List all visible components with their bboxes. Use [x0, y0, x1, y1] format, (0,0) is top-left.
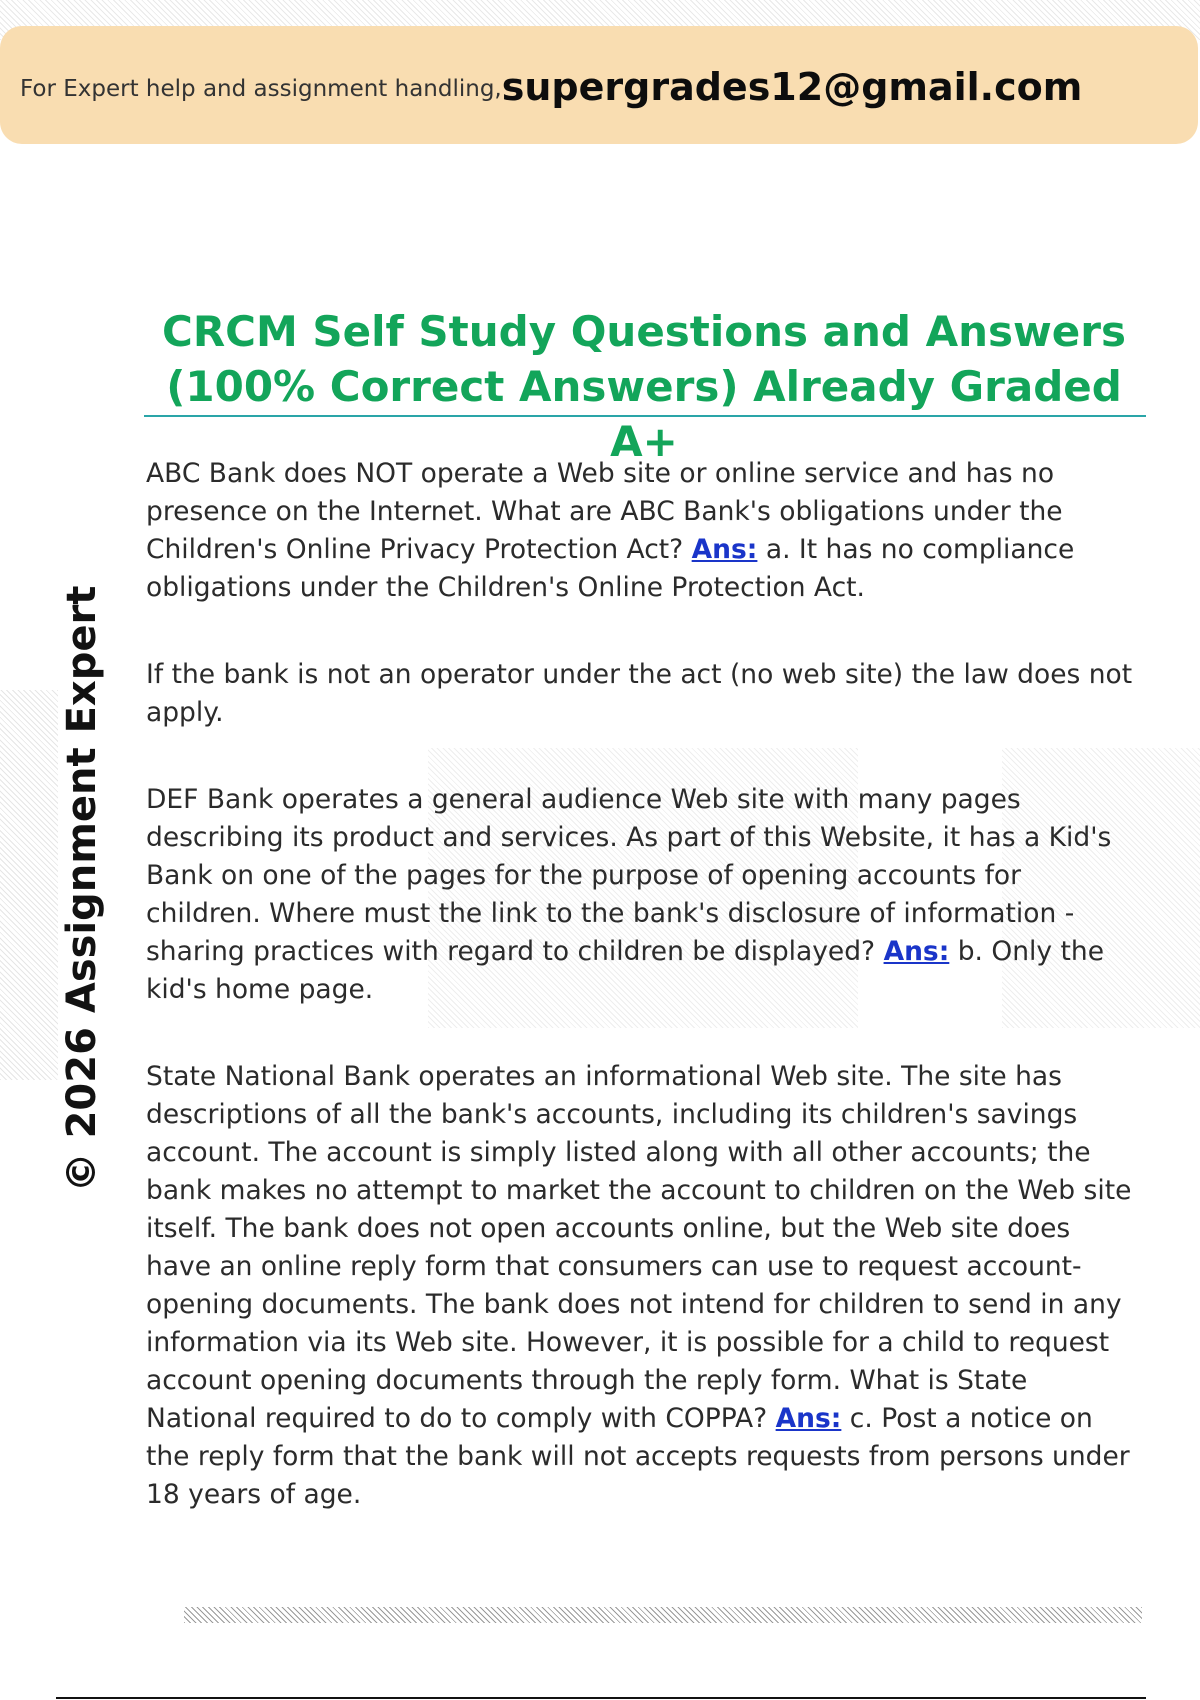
title-line-2: (100% Correct Answers) Already Graded A+: [166, 362, 1122, 466]
explanation-text: If the bank is not an operator under the act (no web site) the law does not apply.: [146, 659, 1133, 728]
question-text: DEF Bank operates a general audience Web site with many pages describing its product and services. As part of this Website, it has a Kid's Bank on one of the pages for the purpose of opening accounts for children. Where must the link to the bank's disclosure of information -sharing practices with regard to children be displayed?: [146, 784, 1112, 967]
footer-texture-band: [184, 1607, 1142, 1623]
explanation-paragraph: [146, 656, 1136, 732]
banner-email: supergrades12@gmail.com: [501, 65, 1083, 109]
footer-rule: [56, 1697, 1146, 1699]
promo-banner: [0, 26, 1198, 144]
title-divider: [144, 415, 1146, 417]
side-texture: [0, 690, 58, 1080]
answer-label: Ans:: [883, 936, 950, 967]
watermark: © 2026 Assignment Expert: [59, 585, 105, 1193]
answer-text: a. It has no compliance obligations under the Children's Online Protection Act.: [146, 534, 1075, 603]
qa-block-1: [146, 455, 1136, 607]
answer-text: b. Only the kid's home page.: [146, 936, 1105, 1005]
title-line-1: CRCM Self Study Questions and Answers: [162, 307, 1126, 356]
document-body: [146, 455, 1136, 1563]
answer-label: Ans:: [691, 534, 758, 565]
qa-block-2: [146, 781, 1136, 1009]
question-text: ABC Bank does NOT operate a Web site or online service and has no presence on the Internet. What are ABC Bank's obligations under the Children's Online Privacy Protection Act?: [146, 458, 1063, 565]
banner-prefix: For Expert help and assignment handling,: [20, 76, 502, 102]
question-text: State National Bank operates an informational Web site. The site has descriptions of all the bank's accounts, including its children's savings account. The account is simply listed along with all other accounts; the bank makes no attempt to market the account to children on the Web site itself. The bank does not open accounts online, but the Web site does have an online reply form that consumers can use to request account-opening documents. The bank does not intend for children to send in any information via its Web site. However, it is possible for a child to request account opening documents through the reply form. What is State National required to do to comply with COPPA?: [146, 1061, 1132, 1434]
qa-block-3: [146, 1058, 1136, 1514]
document-title: [144, 304, 1144, 469]
answer-label: Ans:: [775, 1403, 842, 1434]
answer-text: c. Post a notice on the reply form that the bank will not accepts requests from persons under 18 years of age.: [146, 1403, 1130, 1510]
